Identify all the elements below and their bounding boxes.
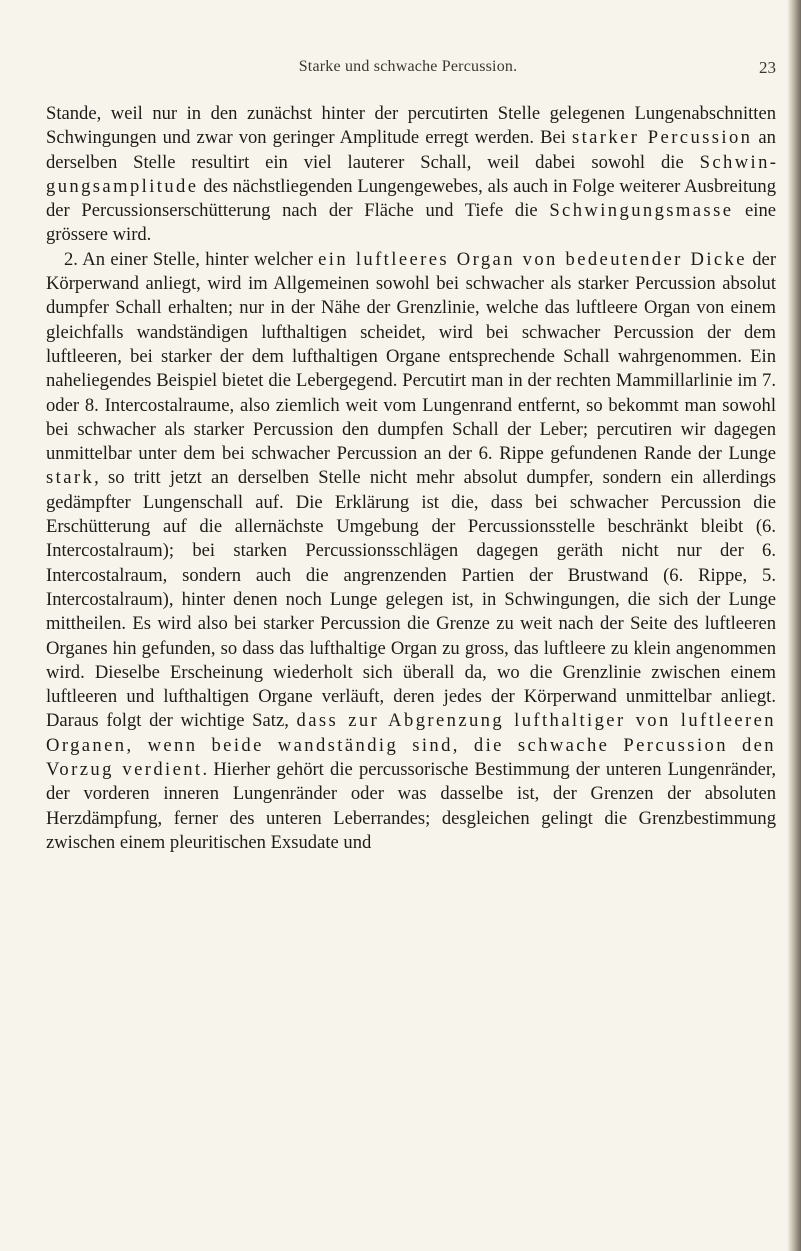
text-run: des nächstliegenden Lungengewebes, als auch in Folge weiterer Ausbreitung der Percussionserschütterung nach der Fläche und Tiefe die [46, 175, 776, 222]
emphasis-spaced: dass zur Abgrenzung lufthaltiger von luftleeren Organen, wenn beide wandständig sind, die schwache Percussion den Vorzug verdient [46, 710, 776, 781]
running-head: Starke und schwache Percussion. [298, 58, 518, 75]
text-run: 2. An einer Stelle, hinter welcher [64, 248, 319, 270]
body-text [46, 102, 776, 855]
page-header [40, 58, 776, 82]
text-run: eine grössere wird. [46, 200, 776, 246]
page-edge-shadow [787, 0, 801, 1251]
text-run: der Körperwand anliegt, wird im Allgemeinen sowohl bei schwacher als starker Percussion absolut dumpfer Schall erhalten; nur in der Nähe der Grenzlinie, welche das luftleere Organ von einem gleichfalls wandständigen lufthaltigen scheidet, wird bei schwacher Percussion der dem luftleeren, bei starker der dem lufthaltigen Organe entsprechende Schall wahrgenommen. Ein naheliegendes Beispiel bietet die Lebergegend. Percutirt man in der rechten Mammillarlinie im 7. oder 8. Intercostalraume, also ziemlich weit vom Lungenrand entfernt, so bekommt man sowohl bei schwacher als starker Percussion den dumpfen Schall der Leber; percutiren wir dagegen unmittelbar unter dem bei schwacher Percussion an der 6. Rippe gefundenen Rande der Lunge [46, 248, 777, 465]
emphasis-spaced: starker Percussion [571, 127, 753, 149]
text-run: . Hierher gehört die percussorische Bestimmung der unteren Lungenränder, der vorderen inneren Lungenränder oder was dasselbe ist, der Grenzen der absoluten Herzdämpfung, ferner des unteren Leberrandes; desgleichen gelingt die Grenzbestimmung zwischen einem pleuritischen Exsudate und [46, 759, 776, 853]
paragraph [46, 248, 776, 855]
emphasis-spaced: stark [46, 467, 95, 489]
text-run: Stande, weil nur in den zunächst hinter der percutirten Stelle gelegenen Lungenabschnitten Schwingungen und zwar von geringer Amplitude erregt werden. Bei [46, 103, 776, 149]
emphasis-spaced: ein luftleeres Organ von bedeutender Dicke [318, 248, 747, 270]
emphasis-spaced: Schwingungsamplitude [46, 151, 776, 197]
text-run: an derselben Stelle resultirt ein viel lauterer Schall, weil dabei sowohl die [46, 127, 776, 173]
emphasis-spaced: Schwingungsmasse [549, 200, 734, 222]
text-run: , so tritt jetzt an derselben Stelle nicht mehr absolut dumpfer, sondern ein allerdings gedämpfter Lungenschall auf. Die Erklärung ist die, dass bei schwacher Percussion die Erschütterung auf die allernächste Umgebung der Percussionsstelle beschränkt bleibt (6. Intercostalraum); bei starken Percussionsschlägen dagegen geräth nicht nur der 6. Intercostalraum, sondern auch die angrenzenden Partien der Brustwand (6. Rippe, 5. Intercostalraum), hinter denen noch Lunge gelegen ist, in Schwingungen, die sich der Lunge mittheilen. Es wird also bei starker Percussion die Grenze zu weit nach der Seite des luftleeren Organes hin gefunden, so dass das lufthaltige Organ zu gross, das luftleere zu klein angenommen wird. Dieselbe Erscheinung wiederholt sich überall da, wo die Grenzlinie zwischen einem luftleeren und lufthaltigen Organe verläuft, deren jedes der Körperwand unmittelbar anliegt. Daraus folgt der wichtige Satz, [46, 467, 776, 732]
paragraph [46, 102, 776, 248]
page-number: 23 [759, 58, 776, 77]
